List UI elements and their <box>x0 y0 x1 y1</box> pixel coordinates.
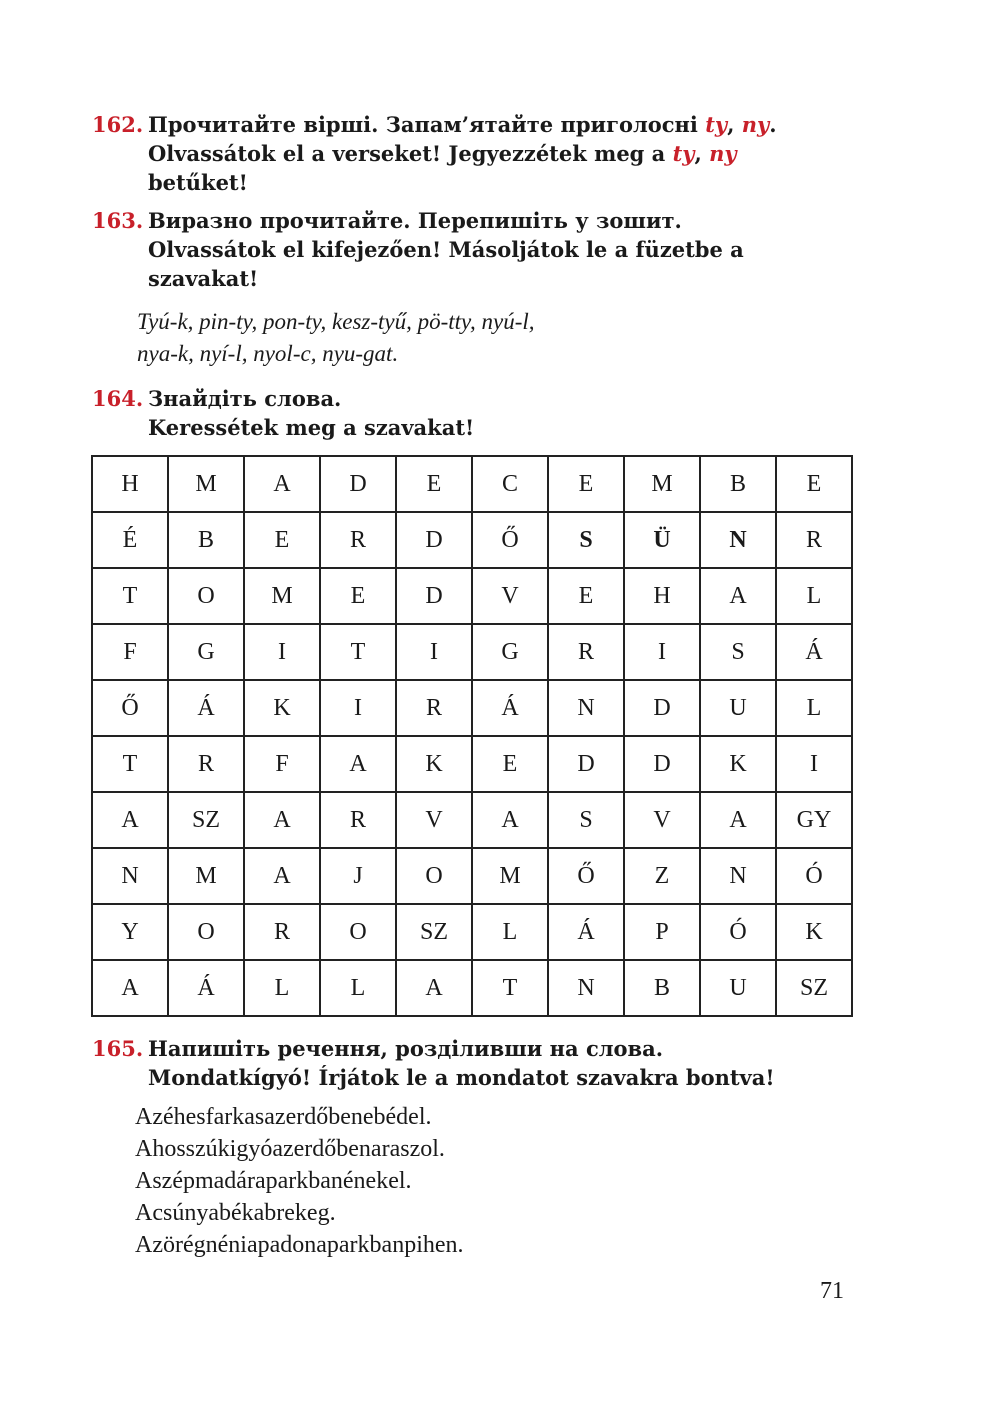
instruction-line-hu-cont: betűket! <box>148 170 248 195</box>
grid-cell: Ó <box>776 848 852 904</box>
grid-cell: E <box>244 512 320 568</box>
grid-cell: A <box>700 568 776 624</box>
grid-cell: A <box>92 960 168 1016</box>
exercise-number: 162. <box>92 112 144 137</box>
exercise-instructions <box>148 1034 775 1092</box>
grid-row <box>92 456 852 512</box>
grid-cell: A <box>700 792 776 848</box>
instruction-line-uk: Знайдіть слова. <box>148 386 342 411</box>
grid-cell: E <box>396 456 472 512</box>
grid-cell: E <box>548 456 624 512</box>
grid-cell: K <box>396 736 472 792</box>
grid-cell: N <box>548 680 624 736</box>
grid-cell: F <box>244 736 320 792</box>
exercise-number: 164. <box>92 386 144 411</box>
grid-cell: Ő <box>472 512 548 568</box>
exercise-162 <box>92 110 912 197</box>
exercise-165 <box>92 1034 912 1092</box>
grid-cell: U <box>700 960 776 1016</box>
instruction-line-hu-cont: szavakat! <box>148 266 259 291</box>
letter-ny: ny <box>709 141 737 166</box>
grid-cell: R <box>244 904 320 960</box>
grid-cell: F <box>92 624 168 680</box>
grid-cell: S <box>548 512 624 568</box>
grid-cell: D <box>624 680 700 736</box>
grid-row <box>92 624 852 680</box>
grid-cell: J <box>320 848 396 904</box>
grid-cell: Ő <box>548 848 624 904</box>
grid-row <box>92 792 852 848</box>
exercise-163 <box>92 206 912 293</box>
grid-cell: V <box>396 792 472 848</box>
grid-cell: N <box>92 848 168 904</box>
grid-cell: N <box>548 960 624 1016</box>
instruction-line-hu: Mondatkígyó! Írjátok le a mondatot szavakra bontva! <box>148 1065 775 1090</box>
grid-cell: T <box>92 568 168 624</box>
grid-cell: E <box>320 568 396 624</box>
grid-cell: Á <box>776 624 852 680</box>
grid-row <box>92 512 852 568</box>
separator: , <box>727 112 742 137</box>
grid-cell: Z <box>624 848 700 904</box>
grid-cell: V <box>472 568 548 624</box>
grid-cell: L <box>472 904 548 960</box>
exercise-number: 165. <box>92 1036 144 1061</box>
grid-cell: M <box>624 456 700 512</box>
grid-row <box>92 848 852 904</box>
grid-cell: SZ <box>776 960 852 1016</box>
separator: , <box>694 141 710 166</box>
grid-cell: K <box>700 736 776 792</box>
grid-cell: R <box>168 736 244 792</box>
grid-cell: O <box>396 848 472 904</box>
grid-cell: N <box>700 512 776 568</box>
grid-cell: GY <box>776 792 852 848</box>
letter-ty: ty <box>705 112 728 137</box>
grid-cell: A <box>244 848 320 904</box>
grid-cell: T <box>320 624 396 680</box>
grid-cell: R <box>320 792 396 848</box>
grid-cell: M <box>168 848 244 904</box>
grid-cell: Á <box>472 680 548 736</box>
grid-cell: E <box>776 456 852 512</box>
grid-cell: A <box>244 456 320 512</box>
page-number: 71 <box>820 1278 844 1304</box>
grid-cell: I <box>624 624 700 680</box>
grid-cell: L <box>244 960 320 1016</box>
grid-cell: C <box>472 456 548 512</box>
grid-row <box>92 904 852 960</box>
sentence: Ahosszúkigyóazerdőbenaraszol. <box>135 1136 445 1162</box>
instruction-text: Olvassátok el a verseket! Jegyezzétek meg a <box>148 141 673 166</box>
grid-cell: R <box>320 512 396 568</box>
grid-cell: SZ <box>396 904 472 960</box>
grid-cell: D <box>548 736 624 792</box>
instruction-line-uk: Напишіть речення, розділивши на слова. <box>148 1036 664 1061</box>
grid-cell: B <box>168 512 244 568</box>
grid-row <box>92 960 852 1016</box>
grid-cell: O <box>168 904 244 960</box>
grid-cell: M <box>472 848 548 904</box>
grid-cell: K <box>776 904 852 960</box>
sentence: Acsúnyabékabrekeg. <box>135 1200 336 1226</box>
sentence: Azéhesfarkasazerdőbenebédel. <box>135 1104 432 1130</box>
grid-cell: Ü <box>624 512 700 568</box>
instruction-line-uk: Виразно прочитайте. Перепишіть у зошит. <box>148 208 682 233</box>
instruction-line-hu: Olvassátok el kifejezően! Másoljátok le a füzetbe a <box>148 237 744 262</box>
instruction-text: Прочитайте вірші. Запам’ятайте приголосні <box>148 112 706 137</box>
grid-cell: A <box>320 736 396 792</box>
grid-row <box>92 680 852 736</box>
grid-cell: R <box>776 512 852 568</box>
grid-cell: O <box>320 904 396 960</box>
instruction-line-hu: Keressétek meg a szavakat! <box>148 415 475 440</box>
grid-cell: G <box>472 624 548 680</box>
grid-cell: D <box>320 456 396 512</box>
exercise-instructions <box>148 110 777 197</box>
grid-cell: R <box>548 624 624 680</box>
syllable-words <box>137 306 535 370</box>
grid-cell: D <box>396 568 472 624</box>
words-line-1: Tyú-k, pin-ty, pon-ty, kesz-tyű, pö-tty, nyú-l, <box>137 309 535 334</box>
grid-cell: L <box>320 960 396 1016</box>
exercise-instructions <box>148 206 744 293</box>
grid-cell: M <box>244 568 320 624</box>
grid-row <box>92 736 852 792</box>
grid-cell: I <box>776 736 852 792</box>
sentence-list <box>135 1101 464 1261</box>
exercise-164 <box>92 384 912 442</box>
grid-cell: SZ <box>168 792 244 848</box>
instruction-line-uk <box>148 110 777 139</box>
grid-cell: A <box>244 792 320 848</box>
grid-cell: L <box>776 680 852 736</box>
grid-cell: H <box>92 456 168 512</box>
grid-cell: R <box>396 680 472 736</box>
letter-ty: ty <box>672 141 695 166</box>
grid-cell: V <box>624 792 700 848</box>
grid-cell: Á <box>168 680 244 736</box>
grid-cell: Ő <box>92 680 168 736</box>
grid-cell: K <box>244 680 320 736</box>
grid-cell: Y <box>92 904 168 960</box>
exercise-number: 163. <box>92 208 144 233</box>
grid-cell: A <box>472 792 548 848</box>
grid-cell: T <box>472 960 548 1016</box>
sentence: Aszépmadáraparkbanénekel. <box>135 1168 412 1194</box>
grid-cell: É <box>92 512 168 568</box>
grid-cell: D <box>624 736 700 792</box>
words-line-2: nya-k, nyí-l, nyol-c, nyu-gat. <box>137 341 399 366</box>
grid-cell: Á <box>168 960 244 1016</box>
grid-cell: I <box>396 624 472 680</box>
grid-cell: E <box>472 736 548 792</box>
grid-cell: N <box>700 848 776 904</box>
word-search-grid <box>91 455 853 1017</box>
grid-cell: I <box>320 680 396 736</box>
grid-cell: B <box>624 960 700 1016</box>
grid-cell: B <box>700 456 776 512</box>
sentence: Azörégnéniapadonaparkbanpihen. <box>135 1232 464 1258</box>
grid-cell: S <box>548 792 624 848</box>
grid-cell: G <box>168 624 244 680</box>
grid-cell: D <box>396 512 472 568</box>
grid-cell: M <box>168 456 244 512</box>
grid-cell: A <box>396 960 472 1016</box>
grid-cell: S <box>700 624 776 680</box>
instruction-line-hu <box>148 139 777 168</box>
grid-cell: P <box>624 904 700 960</box>
exercise-instructions <box>148 384 474 442</box>
grid-cell: Ó <box>700 904 776 960</box>
grid-row <box>92 568 852 624</box>
grid-cell: I <box>244 624 320 680</box>
grid-cell: H <box>624 568 700 624</box>
grid-cell: L <box>776 568 852 624</box>
grid-cell: U <box>700 680 776 736</box>
grid-cell: Á <box>548 904 624 960</box>
grid-cell: O <box>168 568 244 624</box>
period: . <box>769 112 777 137</box>
letter-ny: ny <box>741 112 770 137</box>
grid-cell: A <box>92 792 168 848</box>
grid-cell: T <box>92 736 168 792</box>
grid-cell: E <box>548 568 624 624</box>
